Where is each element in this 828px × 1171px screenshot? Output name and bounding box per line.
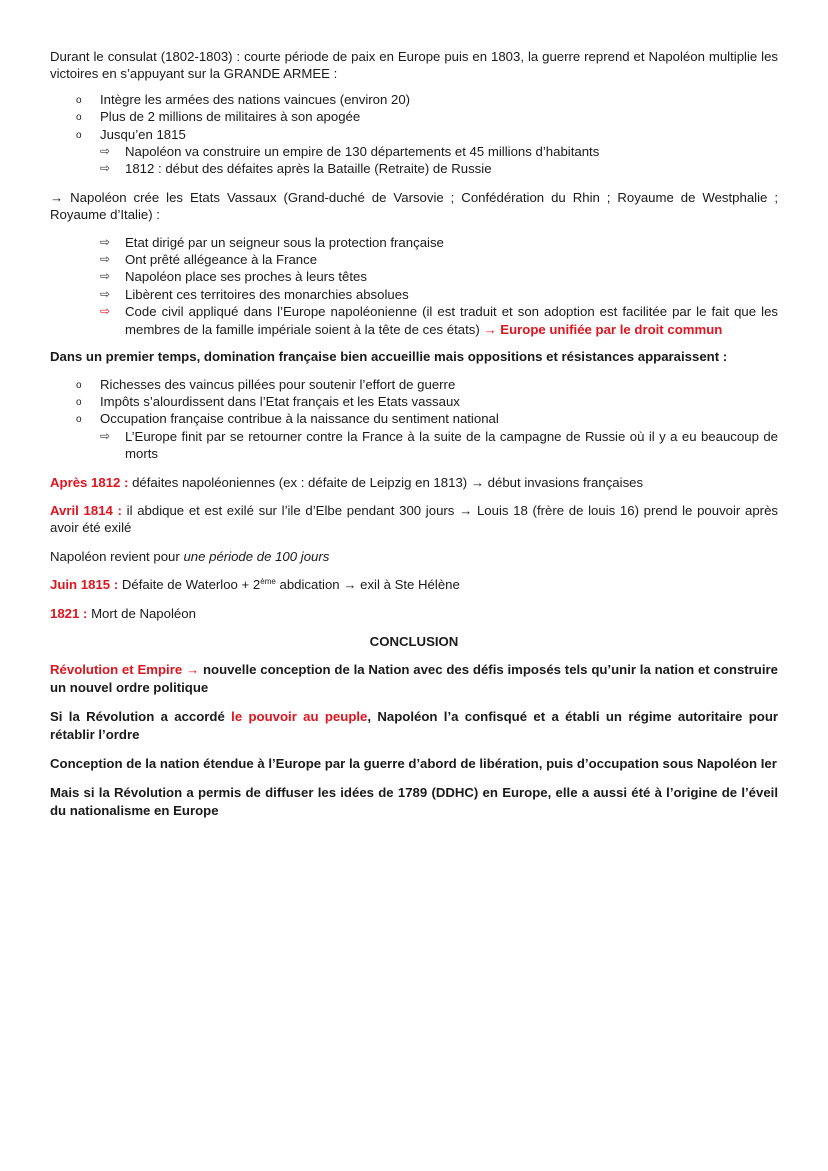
list-item: o Richesses des vaincus pillées pour soutenir l’effort de guerre <box>50 376 778 393</box>
list-item: o Impôts s’alourdissent dans l’Etat français et les Etats vassaux <box>50 393 778 410</box>
timeline-june-1815: Juin 1815 : Défaite de Waterloo + 2ème abdication → exil à Ste Hélène <box>50 577 460 593</box>
arrow-icon: ⇨ <box>100 269 111 284</box>
bullet-marker: o <box>76 112 82 124</box>
vassaux-list <box>50 234 778 338</box>
conclusion-paragraph: Si la Révolution a accordé le pouvoir au peuple, Napoléon l’a confisqué et a établi un régime autoritaire pour rétablir l’ordre <box>50 709 779 742</box>
bullet-marker: o <box>76 414 82 426</box>
sub-list-item: ⇨ Napoléon place ses proches à leurs têtes <box>100 269 367 285</box>
sub-list-item: ⇨ Etat dirigé par un seigneur sous la protection française <box>100 234 444 250</box>
bullet-marker: o <box>76 396 82 408</box>
list-item: o Occupation française contribue à la naissance du sentiment national <box>50 410 778 427</box>
highlight-text: → Europe unifiée par le droit commun <box>483 321 723 337</box>
list-item: o Jusqu’en 1815 <box>50 126 778 143</box>
sub-list-item: ⇨ 1812 : début des défaites après la Bataille (Retraite) de Russie <box>100 161 492 177</box>
sub-list-item: ⇨ Code civil appliqué dans l’Europe napoléonienne (il est traduit et son adoption est facilitée par le fait que les membres de la famille impériale soient à la tête de ces états) → Europe unifiée par le droit commun <box>100 304 778 337</box>
conclusion-paragraph: Révolution et Empire → nouvelle conception de la Nation avec des défis imposés tels qu’unir la nation et construire un nouvel ordre politique <box>50 662 778 695</box>
timeline-1821: 1821 : Mort de Napoléon <box>50 605 196 621</box>
timeline-100-days: Napoléon revient pour une période de 100 jours <box>50 548 330 564</box>
sub-list-item: ⇨ L’Europe finit par se retourner contre la France à la suite de la campagne de Russie où il y a eu beaucoup de morts <box>100 428 778 462</box>
list-item: o Plus de 2 millions de militaires à son apogée <box>50 108 778 125</box>
timeline-after-1812: Après 1812 : défaites napoléoniennes (ex : défaite de Leipzig en 1813) → début invasions françaises <box>50 474 644 490</box>
arrow-icon: ⇨ <box>100 161 111 176</box>
conclusion-paragraph: Conception de la nation étendue à l’Europe par la guerre d’abord de libération, puis d’occupation sous Napoléon Ier <box>50 756 777 771</box>
oppositions-list <box>50 376 778 463</box>
arrow-icon: ⇨ <box>100 428 111 443</box>
timeline-april-1814: Avril 1814 : il abdique et est exilé sur l’ile d’Elbe pendant 300 jours → Louis 18 (frère de louis 16) prend le pouvoir après avoir été exilé <box>50 502 778 536</box>
bullet-marker: o <box>76 129 82 141</box>
conclusion-paragraph: Mais si la Révolution a permis de diffuser les idées de 1789 (DDHC) en Europe, elle a aussi été à l’origine de l’éveil du nationalisme en Europe <box>50 785 778 818</box>
conclusion-title: CONCLUSION <box>369 633 459 649</box>
arrow-icon: ⇨ <box>100 234 111 249</box>
list-item: o Intègre les armées des nations vaincues (environ 20) <box>50 91 778 108</box>
bullet-marker: o <box>76 94 82 106</box>
vassaux-intro: → Napoléon crée les Etats Vassaux (Grand-duché de Varsovie ; Confédération du Rhin ; Royaume de Westphalie ; Royaume d’Italie) : <box>50 189 778 223</box>
sub-list-item: ⇨ Libèrent ces territoires des monarchies absolues <box>100 286 409 302</box>
consulat-intro: Durant le consulat (1802-1803) : courte période de paix en Europe puis en 1803, la guerre reprend et Napoléon multiplie les victoires en s’appuyant sur la GRANDE ARMEE : <box>50 49 778 82</box>
arrow-icon: ⇨ <box>100 286 111 301</box>
arrow-icon: ⇨ <box>100 252 111 267</box>
bullet-marker: o <box>76 379 82 391</box>
arrow-icon: ⇨ <box>100 304 111 319</box>
section-heading: Dans un premier temps, domination française bien accueillie mais oppositions et résistances apparaissent : <box>50 349 728 365</box>
arrow-icon: ⇨ <box>100 144 111 159</box>
sub-list-item: ⇨ Napoléon va construire un empire de 130 départements et 45 millions d’habitants <box>100 144 600 160</box>
sub-list-item: ⇨ Ont prêté allégeance à la France <box>100 252 318 268</box>
grande-armee-list <box>50 91 778 178</box>
